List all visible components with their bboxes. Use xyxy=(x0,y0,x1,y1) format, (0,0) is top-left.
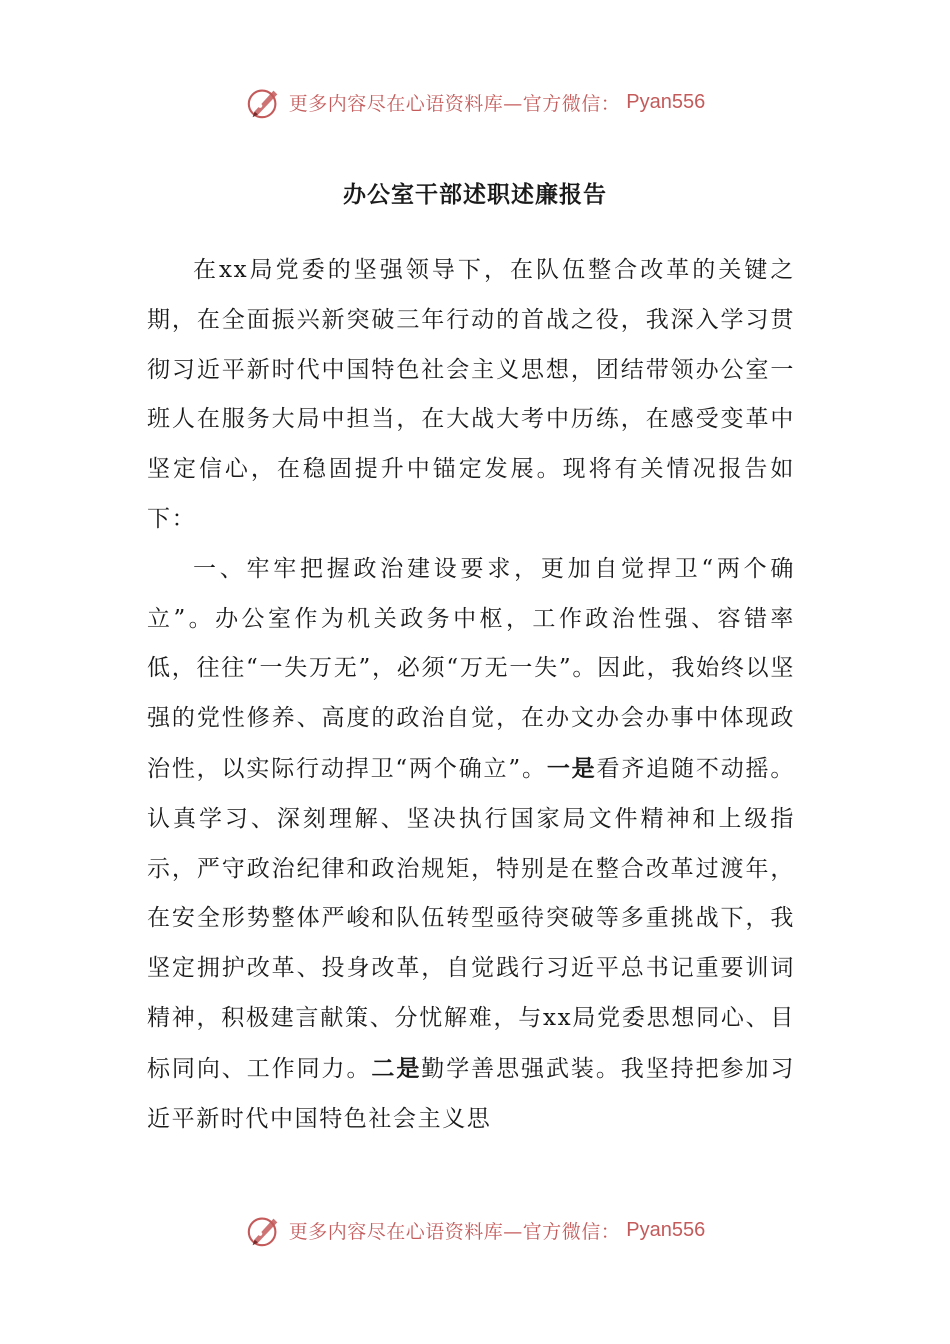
paragraph-intro xyxy=(147,246,795,545)
banner-text: 更多内容尽在心语资料库—官方微信： xyxy=(288,1220,621,1243)
footer-banner xyxy=(0,1208,950,1252)
header-banner xyxy=(0,80,950,124)
pen-circle-logo-icon xyxy=(245,1211,283,1249)
bold-marker: 二是 xyxy=(371,1054,422,1082)
paragraph-text: 看齐追随不动摇。认真学习、深刻理解、坚决执行国家局文件精神和上级指示，严守政治纪律和政治规矩，特别是在整合改革过渡年，在安全形势整体严峻和队伍转型亟待突破等多重挑战下，我坚定拥护改革、投身改革，自觉践行习近平总书记重要训词精神，积极建言献策、分忧解难，与xx局党委思想同心、目标同向、工作同力。 xyxy=(147,755,796,1082)
banner-text: 更多内容尽在心语资料库—官方微信： xyxy=(288,92,621,115)
paragraph-text: 勤学善思强武装。我坚持把参加习近平新时代中国特色社会主义思 xyxy=(147,1055,795,1132)
banner-wechat-id: Pyan556 xyxy=(626,1218,706,1241)
document-body xyxy=(147,246,795,1144)
paragraph-text: 在xx局党委的坚强领导下，在队伍整合改革的关键之期，在全面振兴新突破三年行动的首战之役，我深入学习贯彻习近平新时代中国特色社会主义思想，团结带领办公室一班人在服务大局中担当，在大战大考中历练，在感受变革中坚定信心，在稳固提升中锚定发展。现将有关情况报告如下： xyxy=(147,257,795,532)
document-title: 办公室干部述职述廉报告 xyxy=(343,181,607,208)
paragraph-text: 一、牢牢把握政治建设要求，更加自觉捍卫“两个确立”。办公室作为机关政务中枢，工作政治性强、容错率低，往往“一失万无”，必须“万无一失”。因此，我始终以坚强的党性修养、高度的政治自觉，在办文办会办事中体现政治性，以实际行动捍卫“两个确立”。 xyxy=(147,555,795,782)
paragraph-section-1 xyxy=(147,545,795,1145)
bold-marker: 一是 xyxy=(546,754,597,782)
pen-circle-logo-icon xyxy=(245,83,283,121)
banner-wechat-id: Pyan556 xyxy=(626,90,706,113)
